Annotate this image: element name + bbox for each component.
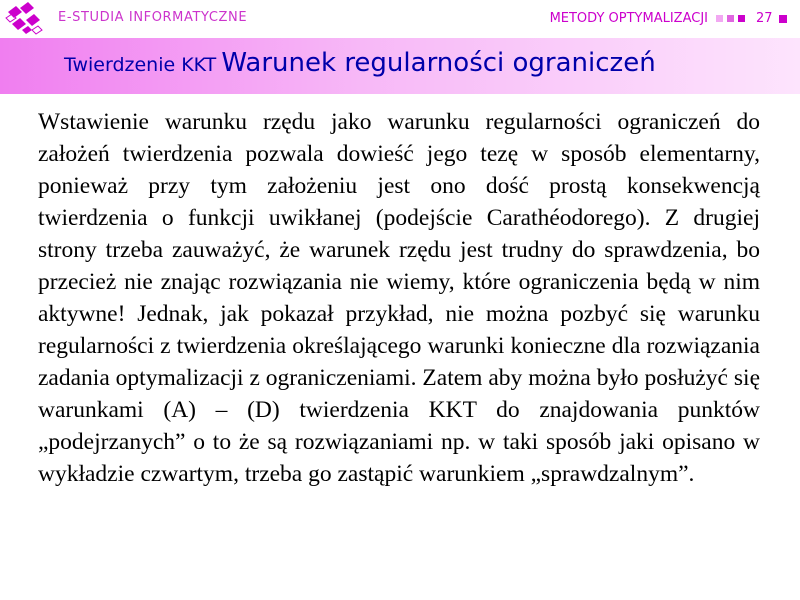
title-prefix: Twierdzenie KKT <box>64 54 217 76</box>
slide-title <box>64 48 656 78</box>
title-main: Warunek regularności ograniczeń <box>221 48 656 78</box>
next-page-square-icon <box>779 15 787 23</box>
body-paragraph: Wstawienie warunku rzędu jako warunku regularności ograniczeń do założeń twierdzenia pozwala dowieść jego tezę w sposób elementarny, ponieważ przy tym założeniu jest ono dość prostą konsekwencją twierdzenia o funkcji uwikłanej (podejście Carathéodorego). Z drugiej strony trzeba zauważyć, że warunek rzędu jest trudny do sprawdzenia, bo przecież nie znając rozwiązania nie wiemy, które ograniczenia będą w nim aktywne! Jednak, jak pokazał przykład, nie można pozbyć się warunku regularności z twierdzenia określającego warunki konieczne dla rozwiązania zadania optymalizacji z ograniczeniami. Zatem aby można było posłużyć się warunkami (A) – (D) twierdzenia KKT do znajdowania punktów „podejrzanych” o to że są rozwiązaniami np. w taki sposób jaki opisano w wykładzie czwartym, trzeba go zastąpić warunkiem „sprawdzalnym”. <box>38 109 760 487</box>
page-number: 27 <box>756 11 773 26</box>
progress-square-dark <box>738 15 745 22</box>
slide-header <box>0 0 800 38</box>
progress-square-light <box>716 15 723 22</box>
brand-name: E-STUDIA INFORMATYCZNE <box>58 10 248 25</box>
estudia-logo-icon <box>4 2 44 36</box>
course-title: METODY OPTYMALIZACJI <box>549 11 708 26</box>
progress-square-mid <box>727 15 734 22</box>
